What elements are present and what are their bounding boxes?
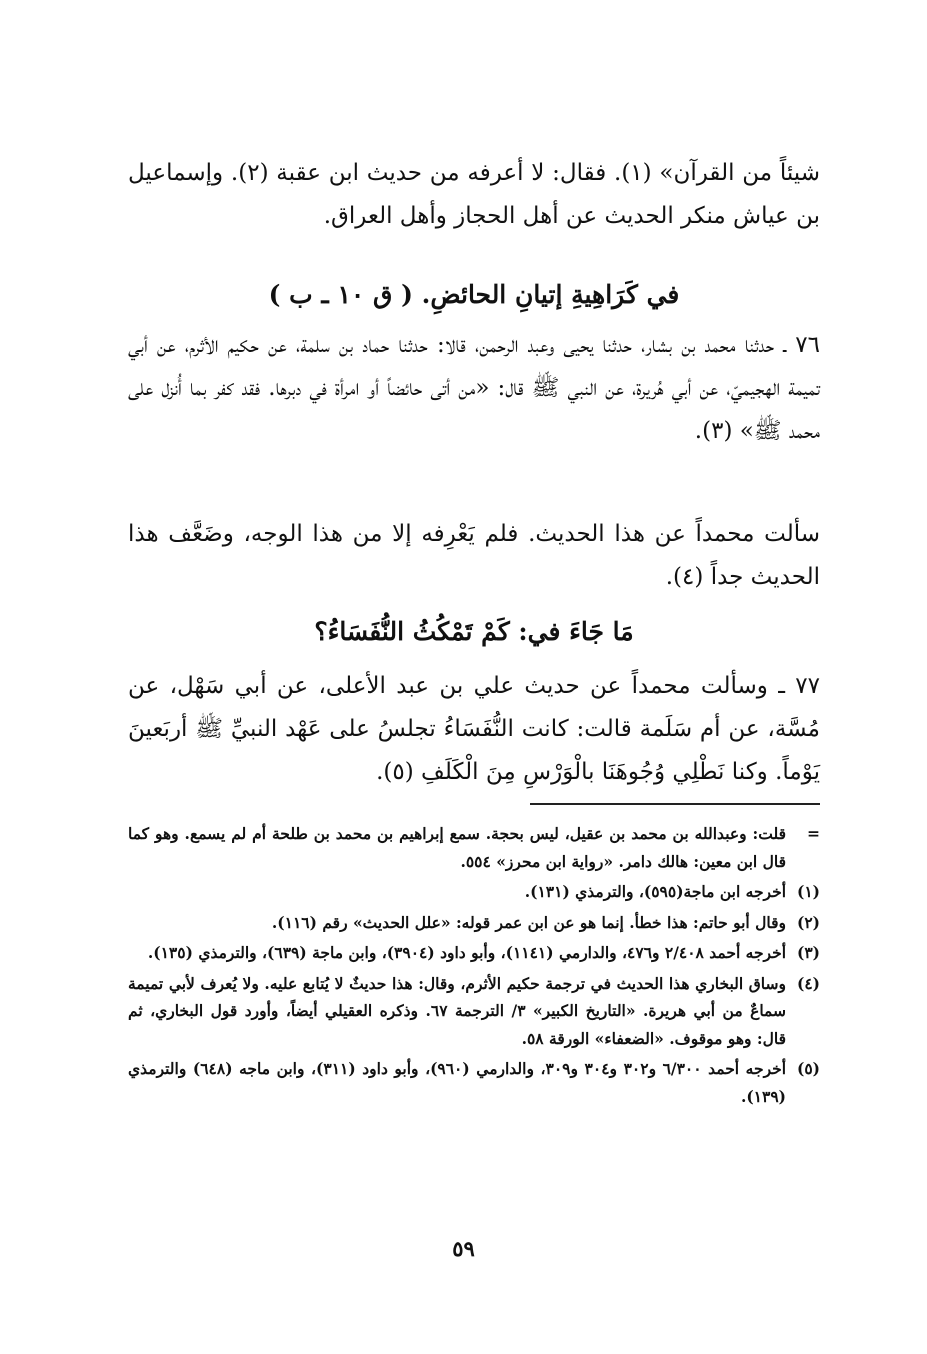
footnote-text: وساق البخاري هذا الحديث في ترجمة حكيم الأثرم، وقال: هذا حديثٌ لا يُتابع عليه. ولا يُعرف لأبي تميمة سماعٌ من أبي هريرة. «التاريخ الكبير» ٣/ الترجمة ٦٧. وذكره العقيلي أيضاً، وأورد قول البخاري، ثم قال: وهو موقوف. «الضعفاء» الورقة ٥٨. [128, 973, 786, 1048]
hadith-76-paragraph: ٧٦ ـ حدثنا محمد بن بشار، حدثنا يحيى وعبد الرحمن، قالا: حدثنا حماد بن سلمة، عن حكيم الأثرم، عن أبي تميمة الهجيميّ، عن أبي هُريرة، عن النبي ﷺ قال: «من أتى حائضاً أو امرأة في دبرها. فقد كفر بما أُنزل على محمد ﷺ» (٣). [128, 332, 820, 444]
footnote-text: أخرجه أحمد ٢/٤٠٨ و٤٧٦، والدارمي (١١٤١)، وأبو داود (٣٩٠٤)، وابن ماجة (٦٣٩)، والترمذي (١٣٥). [147, 943, 786, 962]
section-heading-postpartum: مَا جَاءَ في: كَمْ تَمْكُثُ النُّفَسَاءُ؟ [314, 617, 634, 646]
footnote-text: قلت: وعبدالله بن محمد بن عقيل، ليس بحجة. سمع إبراهيم بن محمد بن طلحة أم لم يسمع. وهو كما قال ابن معين: هالك دامر. «رواية ابن محرز» ٥٥٤. [128, 824, 786, 871]
footnote [128, 970, 820, 1053]
footnote-mark: (٢) [796, 912, 820, 932]
footnote [128, 909, 820, 937]
footnote [128, 820, 820, 875]
commentary-paragraph: سألت محمداً عن هذا الحديث. فلم يَعْرِفه إلا من هذا الوجه، وضَعَّف هذا الحديث جداً (٤). [128, 521, 820, 590]
paragraph-continuation: شيئاً من القرآن» (١). فقال: لا أعرفه من حديث ابن عقبة (٢). وإسماعيل بن عياش منكر الحديث عن أهل الحجاز وأهل العراق. [128, 160, 820, 229]
footnote-text: أخرجه أحمد ٦/٣٠٠ و٣٠٢ و٣٠٤ و٣٠٩، والدارمي (٩٦٠)، وأبو داود (٣١١)، وابن ماجه (٦٤٨) والترمذي (١٣٩). [128, 1059, 787, 1106]
page-number: ٥٩ [452, 1236, 475, 1261]
footnote [128, 1055, 820, 1110]
footnotes [128, 820, 820, 1113]
footnote-mark: (٣) [796, 943, 820, 962]
section-heading-menstruation: في كَرَاهِيةِ إتيانِ الحائضِ. ( ق ١٠ ـ ب ) [268, 280, 680, 309]
footnote-mark: = [807, 824, 820, 843]
footnote [128, 878, 820, 906]
footnote-text: أخرجه ابن ماجة(٥٩٥)، والترمذي (١٣١). [524, 882, 786, 901]
hadith-77-paragraph: ٧٧ ـ وسألت محمداً عن حديث علي بن عبد الأعلى، عن أبي سَهْل، عن مُسَّة، عن أم سَلَمة قالت: كانت النُّفَسَاءُ تجلسُ على عَهْد النبيِّ ﷺ أربَعينَ يَوْماً. وكنا نَطْلِي وُجُوهَنَا بالْوَرْسِ مِنَ الْكَلَفِ (٥). [128, 673, 820, 785]
footnote-text: وقال أبو حاتم: هذا خطأ. إنما هو عن ابن عمر قوله: «علل الحديث» رقم (١١٦). [271, 912, 786, 932]
footnote-mark: (١) [796, 882, 820, 901]
footnote [128, 939, 820, 967]
footnote-mark: (٤) [796, 973, 820, 993]
footnote-divider [530, 803, 820, 805]
footnote-mark: (٥) [796, 1059, 820, 1078]
